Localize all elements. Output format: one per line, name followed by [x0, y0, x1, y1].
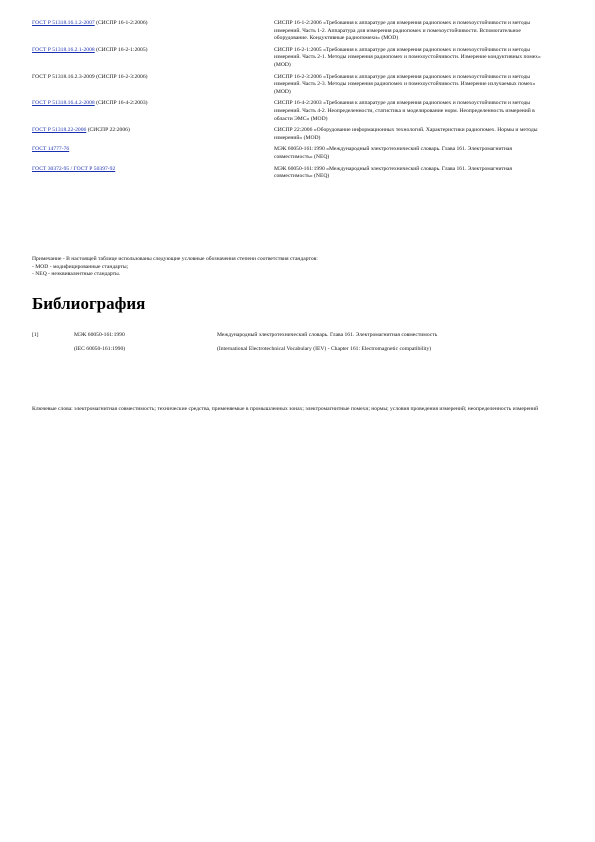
table-row	[32, 166, 552, 181]
standard-code: (СИСПР 16-4-2:2003)	[94, 100, 148, 107]
table-row	[32, 47, 552, 70]
standard-link[interactable]: ГОСТ 14777-76	[32, 146, 70, 153]
entry-code: (IEC 60050-161:1990)	[74, 345, 126, 352]
note-line: Примечание - В настоящей таблице использованы следующие условные обозначения степени соответствия стандартов:	[32, 256, 318, 262]
international-standard-description: СИСПР 16-4-2:2003 «Требования к аппаратуре для измерения радиопомех и помехоустойчивости и методы измерений. Часть 4-2. Неопределенности, статистика и моделирование норм. Неопределенность измерений в области ЭМС» (MOD)	[274, 100, 535, 122]
standard-reference	[32, 166, 274, 181]
standard-code: (СИСПР 16-1-2:2006)	[94, 20, 148, 26]
note-line: - NEQ - неэквивалентные стандарты.	[32, 271, 121, 278]
international-standard-description: МЭК 60050-161:1990 «Международный электротехнический словарь. Глава 161. Электромагнитная совместимость» (NEQ)	[274, 165, 512, 180]
note-line: - MOD - модифицированные стандарты;	[32, 263, 129, 270]
international-standard-description: СИСПР 16-2-3:2006 «Требования к аппаратуре для измерения радиопомех и помехоустойчивости и методы измерений. Часть 2-3. Методы измерения радиопомех и помехоустойчивости. Измерение излучаемых помех» (MOD)	[274, 73, 536, 95]
entry-number: [1]	[32, 332, 39, 338]
table-row	[32, 20, 552, 43]
entry-code: МЭК 60050-161:1990	[74, 332, 125, 338]
entry-title: (International Electrotechnical Vocabulary (IEV) - Chapter 161: Electromagnetic compatibility)	[217, 345, 432, 352]
standard-reference	[32, 146, 274, 161]
international-standard-description: СИСПР 16-1-2:2006 «Требования к аппаратуре для измерения радиопомех и помехоустойчивости и методы измерений. Часть 1-2. Аппаратура для измерения радиопомех и помехоустойчивости. Вспомогательное оборудование. Кондуктивные радиопомехи» (MOD)	[274, 20, 531, 42]
standard-reference	[32, 127, 274, 142]
international-standard-description: СИСПР 22:2006 «Оборудование информационных технологий. Характеристики радиопомех. Нормы и методы измерений» (MOD)	[274, 127, 538, 141]
international-standard-description: МЭК 60050-161:1990 «Международный электротехнический словарь. Глава 161. Электромагнитная совместимость» (NEQ)	[274, 146, 512, 160]
standard-reference	[32, 20, 274, 43]
table-notes	[32, 256, 552, 279]
table-row	[32, 74, 552, 97]
international-standard-description: СИСПР 16-2-1:2005 «Требования к аппаратуре для измерения радиопомех и помехоустойчивости и методы измерений. Часть 2-1. Методы измерения радиопомех и помехоустойчивости. Измерение кондуктивных помех» (MOD)	[274, 46, 541, 68]
table-row	[32, 100, 552, 123]
standard-reference	[32, 100, 274, 123]
standard-code: ГОСТ Р 51318.16.2.3-2009 (СИСПР 16-2-3:2006)	[32, 73, 148, 80]
table-row	[32, 146, 552, 161]
standards-correspondence-table	[32, 20, 552, 185]
standard-code: (СИСПР 16-2-1:2005)	[94, 46, 148, 53]
bibliography-entry	[32, 346, 552, 354]
standard-code: (СИСПР 22:2006)	[86, 127, 130, 134]
standard-link[interactable]: ГОСТ Р 51318.16.4.2-2008	[32, 100, 95, 107]
bibliography-heading: Библиография	[32, 294, 146, 313]
standard-link[interactable]: ГОСТ 30372-95 / ГОСТ Р 50397-92	[32, 165, 116, 172]
bibliography-list	[32, 332, 552, 359]
standard-reference	[32, 74, 274, 97]
standard-link[interactable]: ГОСТ Р 51318.22-2006	[32, 127, 87, 134]
standard-link[interactable]: ГОСТ Р 51318.16.2.1-2008	[32, 46, 95, 53]
entry-number	[32, 346, 74, 354]
table-row	[32, 127, 552, 142]
bibliography-entry	[32, 332, 552, 340]
entry-title: Международный электротехнический словарь. Глава 161. Электромагнитная совместимость	[217, 332, 438, 338]
standard-reference	[32, 47, 274, 70]
standard-link[interactable]: ГОСТ Р 51318.16.1.2-2007	[32, 20, 95, 26]
keywords-paragraph: Ключевые слова: электромагнитная совместимость; технические средства, применяемые в промышленных зонах; электромагнитные помехи; нормы; условия проведения измерений; неопределенность измерений	[32, 406, 539, 412]
